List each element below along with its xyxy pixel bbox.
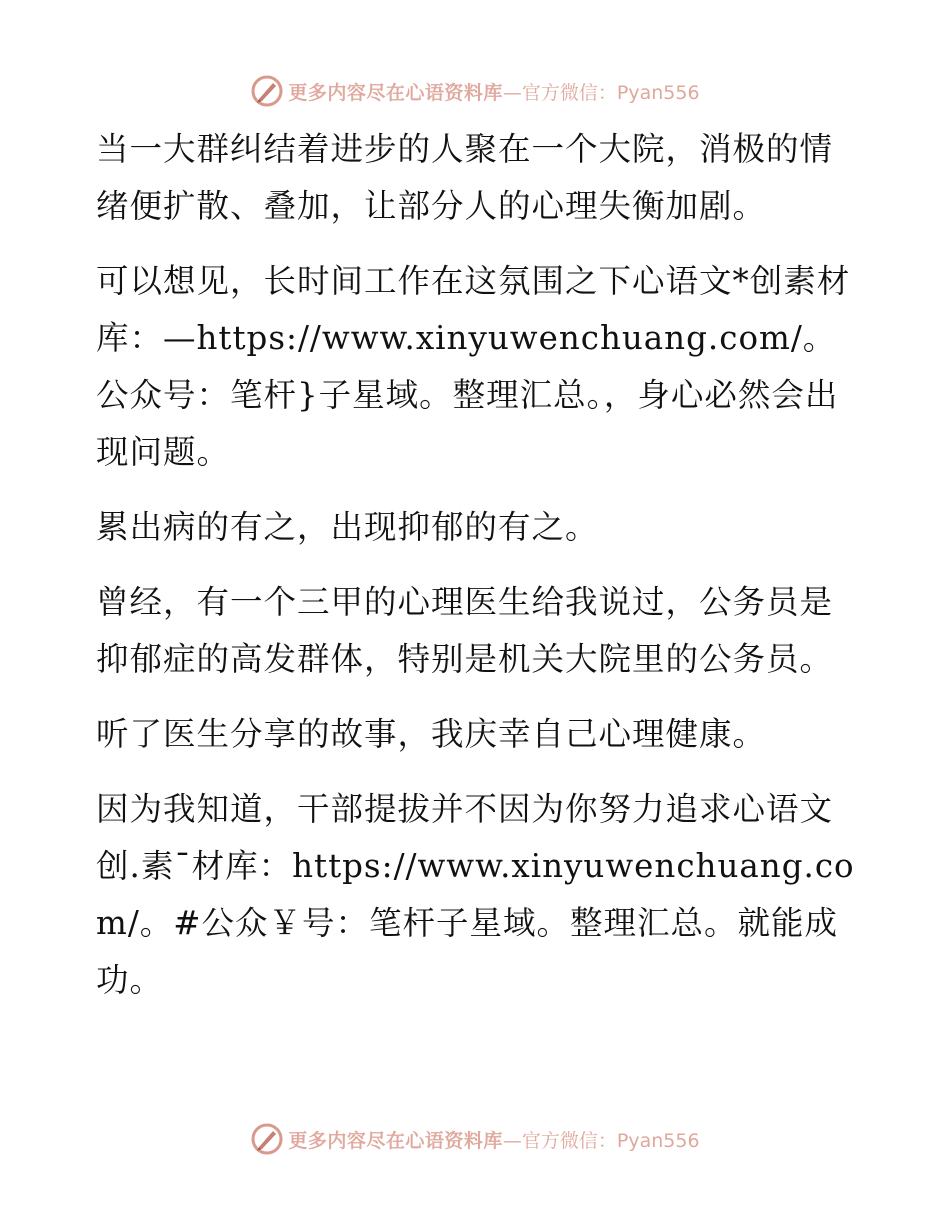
watermark-text: 更多内容尽在心语资料库 [288, 81, 503, 104]
paragraph-1: 当一大群纠结着进步的人聚在一个大院，消极的情绪便扩散、叠加，让部分人的心理失衡加剧。 [96, 130, 834, 225]
watermark-wechat: —官方微信：Pyan556 [502, 1129, 700, 1152]
document-body [96, 121, 856, 1027]
paragraph-3: 累出病的有之，出现抑郁的有之。 [96, 508, 599, 546]
paragraph-2: 可以想见，长时间工作在这氛围之下心语文*创素材库：—https://www.xinyuwenchuang.com/。公众号：笔杆}子星域。整理汇总。，身心必然会出现问题。 [96, 262, 851, 471]
paragraph-6: 因为我知道，干部提拔并不因为你努力追求心语文创.素¯材库：https://www.xinyuwenchuang.com/。#公众￥号：笔杆子星域。整理汇总。就能成功。 [96, 790, 855, 999]
paragraph-4: 曾经，有一个三甲的心理医生给我说过，公务员是抑郁症的高发群体，特别是机关大院里的公务员。 [96, 583, 834, 678]
footer-watermark [0, 1119, 950, 1159]
pen-logo-icon [250, 74, 284, 108]
paragraph-5: 听了医生分享的故事，我庆幸自己心理健康。 [96, 715, 767, 753]
watermark-wechat: —官方微信：Pyan556 [502, 81, 700, 104]
pen-logo-icon [250, 1122, 284, 1156]
watermark-text: 更多内容尽在心语资料库 [288, 1129, 503, 1152]
header-watermark [0, 71, 950, 111]
